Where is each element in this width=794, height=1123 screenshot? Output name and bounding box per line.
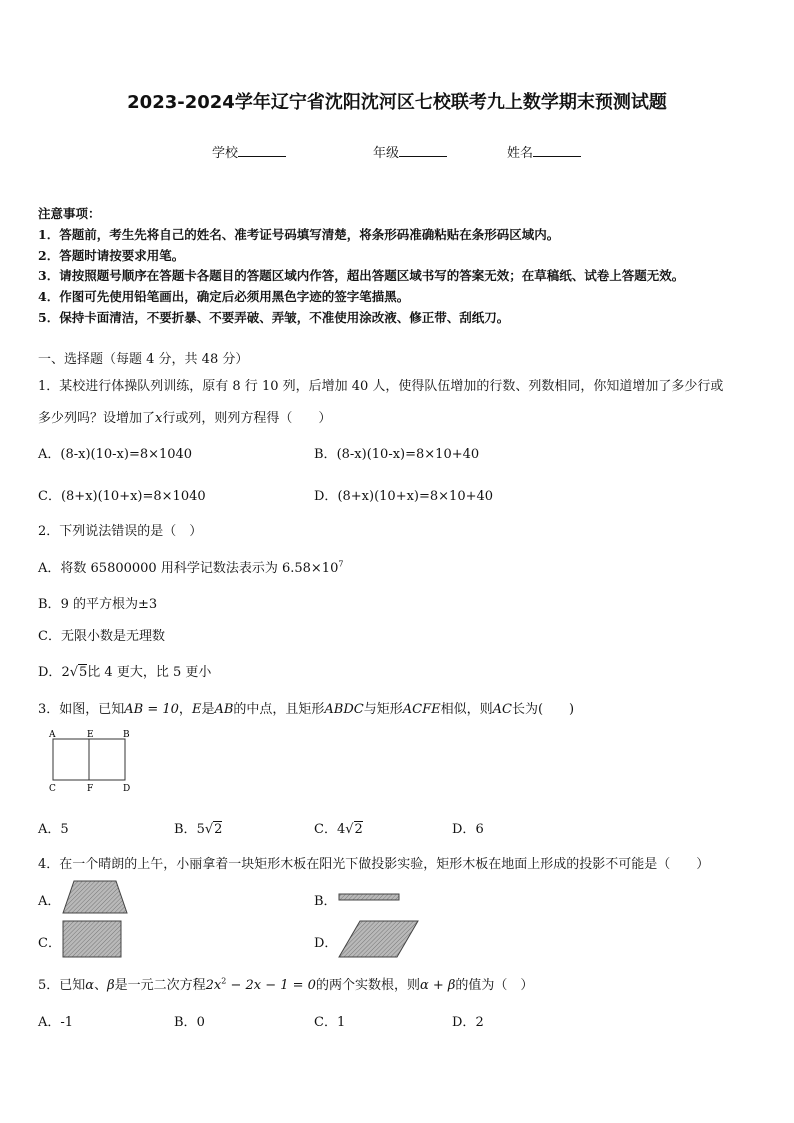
q4-option-c-rectangle[interactable] [62,920,124,960]
q3-rectangle-figure [44,728,144,798]
fig-label-c: C [49,784,56,794]
grade-field [373,142,447,161]
q2-stem: 2．下列说法错误的是（ ） [38,524,203,539]
q5-option-a[interactable]: A．-1 [38,1015,74,1030]
fig-label-b: B [123,730,130,740]
notice-item: 5．保持卡面清洁，不要折暴、不要弄破、弄皱，不准使用涂改液、修正带、刮纸刀。 [38,310,510,325]
q4-option-d-label[interactable]: D． [314,936,338,951]
grade-label: 年级 [373,146,400,161]
section-heading: 一、选择题（每题 4 分，共 48 分） [38,352,249,367]
grade-blank[interactable] [399,144,447,157]
q4-option-d-parallelogram[interactable] [338,920,422,960]
q5-option-d[interactable]: D．2 [452,1015,484,1030]
q1-option-c[interactable]: C．(8+x)(10+x)=8×1040 [38,489,206,504]
q3-stem: 3．如图，已知AB = 10，E是AB的中点，且矩形ABDC与矩形ACFE相似，则AC长为( ) [38,702,575,717]
q4-option-b-label[interactable]: B． [314,894,337,909]
fig-label-a: A [49,730,56,740]
school-label: 学校 [212,146,239,161]
fig-label-d: D [123,784,131,794]
q2-option-c[interactable]: C．无限小数是无理数 [38,629,165,644]
q1-option-b[interactable]: B．(8-x)(10-x)=8×10+40 [314,447,480,462]
q4-option-a-label[interactable]: A． [38,894,61,909]
q5-option-b[interactable]: B．0 [174,1015,205,1030]
q2-option-b[interactable]: B．9 的平方根为±3 [38,597,158,612]
name-blank[interactable] [533,144,581,157]
q1-stem-line2: 多少列吗？设增加了x行或列，则列方程得（ ） [38,411,332,426]
sqrt-symbol: √2 [345,822,363,837]
notice-item: 1．答题前，考生先将自己的姓名、准考证号码填写清楚，将条形码准确粘贴在条形码区域内。 [38,227,560,242]
q4-option-c-label[interactable]: C． [38,936,61,951]
notice-item: 3．请按照题号顺序在答题卡各题目的答题区域内作答，超出答题区域书写的答案无效；在草稿纸、试卷上答题无效。 [38,268,685,283]
fig-label-e: E [87,730,94,740]
q5-stem: 5．已知α、β是一元二次方程$2x^2 - 2x - 1 = 0$的两个实数根，则α + β的值为（ ） [38,976,534,993]
q4-option-b-line-segment[interactable] [338,893,402,903]
notice-heading: 注意事项： [38,206,101,221]
q5-option-c[interactable]: C．1 [314,1015,346,1030]
notice-item: 4．作图可先使用铅笔画出，确定后必须用黑色字迹的签字笔描黑。 [38,289,410,304]
page-title: 2023-2024学年辽宁省沈阳沈河区七校联考九上数学期末预测试题 [127,92,667,113]
q1-option-a[interactable]: A．(8-x)(10-x)=8×1040 [38,447,193,462]
name-label: 姓名 [507,146,534,161]
q1-variable: x [155,411,163,426]
q4-stem: 4．在一个晴朗的上午，小丽拿着一块矩形木板在阳光下做投影实验，矩形木板在地面上形成的投影不可能是（ ） [38,857,710,872]
sqrt-symbol: √5 [69,665,88,680]
school-field [212,142,286,161]
q3-option-a[interactable]: A．5 [38,822,69,837]
q4-option-a-trapezoid[interactable] [62,880,132,916]
q2-option-d[interactable]: D．2√5比 4 更大，比 5 更小 [38,665,212,680]
name-field [507,142,581,161]
fig-label-f: F [87,784,94,794]
q3-option-c[interactable]: C．4√2 [314,822,363,837]
sqrt-symbol: √2 [204,822,223,837]
q3-option-d[interactable]: D．6 [452,822,484,837]
q2-option-a[interactable]: A．将数 65800000 用科学记数法表示为 $6.58\times 10^7$ [38,559,344,576]
q3-option-b[interactable]: B．5√2 [174,822,223,837]
q1-stem-line1: 1．某校进行体操队列训练，原有 8 行 10 列，后增加 40 人，使得队伍增加的行数、列数相同，你知道增加了多少行或 [38,379,724,394]
q1-option-d[interactable]: D．(8+x)(10+x)=8×10+40 [314,489,494,504]
school-blank[interactable] [238,144,286,157]
notice-item: 2．答题时请按要求用笔。 [38,248,185,263]
